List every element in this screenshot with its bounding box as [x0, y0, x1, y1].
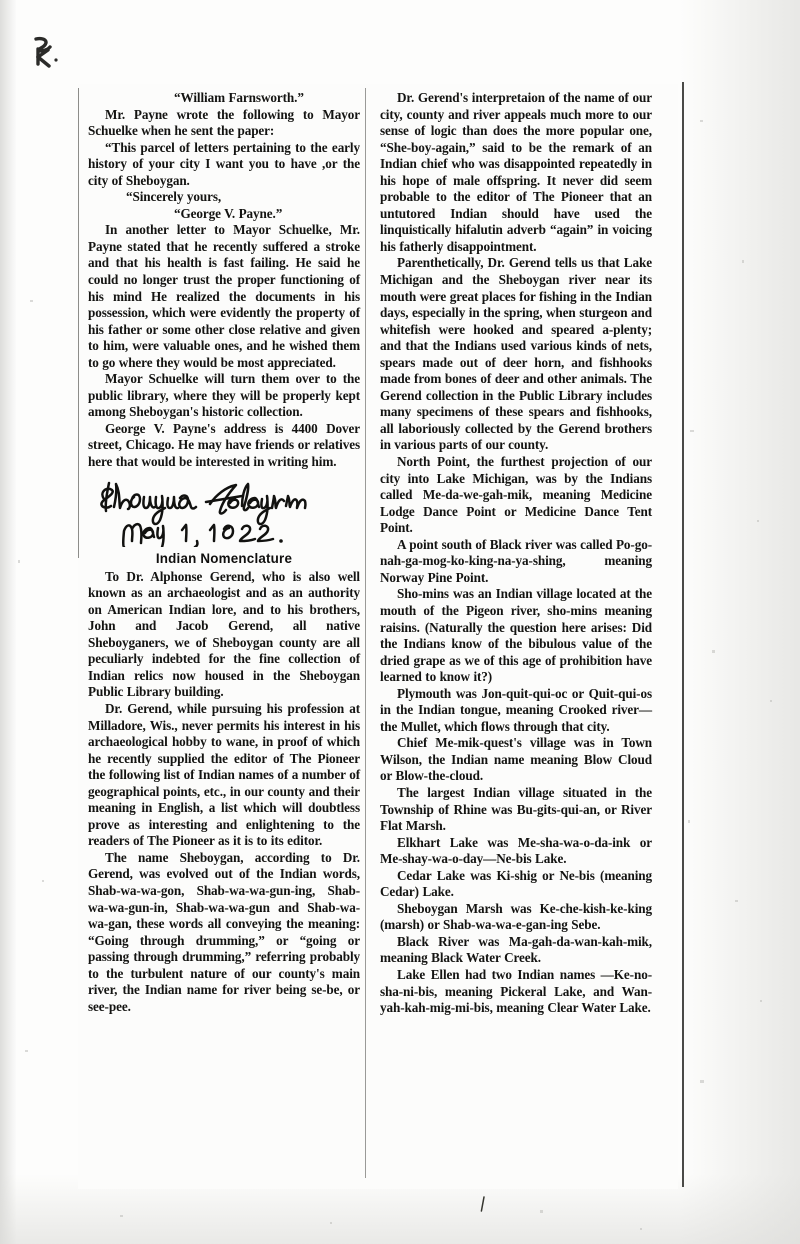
scan-edge-artifact-left: [0, 0, 16, 1244]
corner-pencil-mark: [26, 30, 70, 74]
handwritten-source-and-date: [90, 473, 358, 547]
paragraph: “Sincerely yours,: [126, 189, 222, 205]
bottom-pencil-tick: [478, 1196, 488, 1212]
handwritten-annotation: [88, 471, 360, 549]
paragraph: Plymouth was Jon-quit-qui-oc or Quit-qui-os in the Indian tongue, meaning Crooked river—the Mullet, which flows through that city.: [380, 685, 652, 734]
paragraph: Mr. Payne wrote the following to Mayor Schuelke when he sent the paper:: [88, 106, 360, 139]
paragraph: Chief Me-mik-quest's village was in Town Wilson, the Indian name meaning Blow Cloud or Blow-the-cloud.: [380, 735, 652, 784]
paragraph: Mayor Schuelke will turn them over to the public library, where they will be properly kept among Sheboygan's historic collection.: [88, 371, 360, 420]
newspaper-clipping: [78, 84, 678, 1189]
paragraph: Dr. Gerend's interpretaion of the name of our city, county and river appeals much more to our sense of logic than does the more popular one, “She-boy-again,” said to be the remark of an Indian chief who was disappointed repeatedly in his hope of male offspring. It never did seem probable to the editor of The Pioneer that an untutored Indian should have used the linquistically hifalutin adverb “again” in voicing his fatherly disappointment.: [380, 90, 652, 254]
column-divider-rule: [365, 88, 366, 1178]
paragraph: George V. Payne's address is 4400 Dover street, Chicago. He may have friends or relatives here that would be interested in writing him.: [88, 420, 360, 470]
paragraph: The name Sheboygan, according to Dr. Gerend, was evolved out of the Indian words, Shab-wa-wa-gon, Shab-wa-wa-gun-ing, Shab-wa-wa-gun-in, Shab-wa-wa-gun and Shab-wa-wa-gan, these words all conveying the meaning: “Going through drumming,” or “going or passing through drumming,” referring probably to the turbulent nature of our county's main river, the Indian name for river being se-be, or see-pee.: [88, 849, 360, 1014]
paragraph: “William Farnsworth.”: [174, 90, 304, 105]
paragraph: Dr. Gerend, while pursuing his profession at Milladore, Wis., never permits his interest in his archaeological hobby to wane, in proof of which he recently supplied the editor of The Pioneer the following list of Indian names of a number of geographical points, etc., in our county and their meaning in English, a list which will doubtless prove as interesting and enlightening to the readers of The Pioneer as it is to its editor.: [88, 700, 360, 849]
paragraph: Elkhart Lake was Me-sha-wa-o-da-ink or Me-shay-wa-o-day—Ne-bis Lake.: [380, 834, 652, 867]
paragraph: The largest Indian village situated in the Township of Rhine was Bu-gits-qui-an, or River Flat Marsh.: [380, 784, 652, 834]
clipping-rule-left: [78, 88, 79, 558]
paragraph: Parenthetically, Dr. Gerend tells us that Lake Michigan and the Sheboygan river near its mouth were great places for fishing in the Indian days, especially in the spring, when sturgeon and whitefish were hooked and speared a-plenty; and that the Indians used various kinds of nets, spears made out of deer horn, and fishhooks made from bones of deer and other animals. The Gerend collection in the Public Library includes many specimens of these spears and fishhooks, all laboriously collected by the Gerend brothers in various parts of our county.: [380, 255, 652, 453]
paragraph: To Dr. Alphonse Gerend, who is also well known as an archaeologist and as an authority on American Indian lore, and to his brothers, John and Jacob Gerend, all native Sheboyganers, we of Sheboygan county are all peculiarly indebted for the fine collection of Indian relics now housed in the Sheboygan Public Library building.: [88, 568, 360, 700]
paragraph: Cedar Lake was Ki-shig or Ne-bis (meaning Cedar) Lake.: [380, 867, 652, 900]
paragraph: Lake Ellen had two Indian names —Ke-no-sha-ni-bis, meaning Pickeral Lake, and Wan-yah-kah-mig-mi-bis, meaning Clear Water Lake.: [380, 966, 652, 1016]
paragraph: In another letter to Mayor Schuelke, Mr. Payne stated that he recently suffered a stroke and that his health is fast failing. He said he could no longer trust the proper functioning of his mind He realized the documents in his possession, which were evidently the property of his father or some other close relative and given to him, were valuable ones, and he wished them to go where they would be most appreciated.: [88, 222, 360, 370]
paragraph: A point south of Black river was called Po-go-nah-ga-mog-ko-king-na-ya-shing, meaning Norway Pine Point.: [380, 536, 652, 585]
paragraph: “This parcel of letters pertaining to the early history of your city I want you to have ,or the city of Sheboygan.: [88, 139, 360, 188]
paragraph: Black River was Ma-gah-da-wan-kah-mik, meaning Black Water Creek.: [380, 933, 652, 966]
paragraph: North Point, the furthest projection of our city into Lake Michigan, was by the Indians called Me-da-we-gah-mik, meaning Medicine Lodge Dance Point or Medicine Dance Tent Point.: [380, 454, 652, 536]
paragraph: Sheboygan Marsh was Ke-che-kish-ke-king (marsh) or Shab-wa-wa-e-gan-ing Sebe.: [380, 900, 652, 933]
paragraph: “George V. Payne.”: [174, 205, 283, 221]
article-column-right: [380, 90, 652, 1017]
article-subheadline: Indian Nomenclature: [155, 550, 293, 566]
scan-edge-artifact-right: [680, 0, 800, 1244]
clipping-rule-right: [682, 82, 684, 1187]
paragraph: Sho-mins was an Indian village located at the mouth of the Pigeon river, sho-mins meaning raisins. (Naturally the question here arises: Did the Indians know of the bibulous value of the dried grape as we of this age of prohibition have learned to know it?): [380, 586, 652, 685]
article-column-left: [88, 90, 360, 1015]
